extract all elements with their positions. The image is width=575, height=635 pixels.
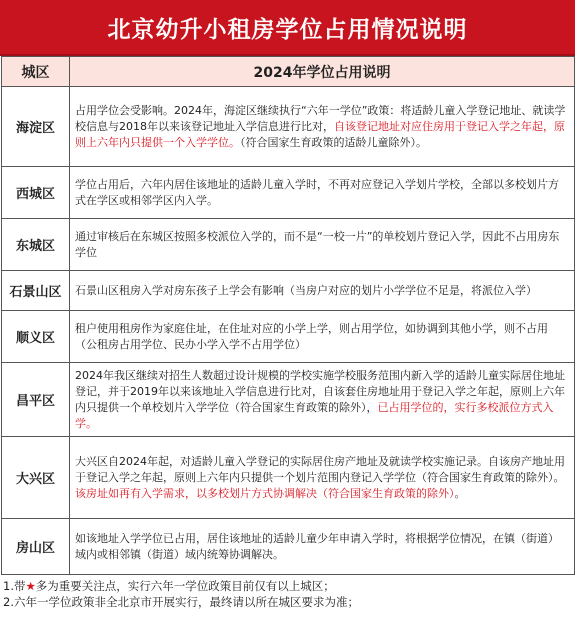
table-row	[2, 271, 575, 311]
description-segment: 占用学位会受影响。2024年，海淀区继续执行“六年一学位”政策：将适龄儿童入学登记地址、就读学校信息与2018年以来该登记地址入学信息进行比对，	[75, 103, 566, 133]
description-cell	[70, 219, 575, 271]
description-cell	[70, 519, 575, 575]
footnote-item	[3, 594, 572, 610]
footnote-text: 多为重要关注点，实行六年一学位政策目前仅有以上城区；	[35, 579, 335, 593]
footnotes	[0, 575, 575, 610]
description-segment: 2024年我区继续对招生人数超过设计规模的学校实施学校服务范围内新入学的适龄儿童实际居住地址登记，并于2019年以来该地址入学信息进行比对，自该套住房地址用于登记入学之年起，原则上六年内只提供一个单校划片入学学位（符合国家生育政策的除外），	[75, 368, 565, 414]
description-segment: 通过审核后在东城区按照多校派位入学的，而不是“一校一片”的单校划片登记入学，因此不占用房东学位	[75, 229, 560, 259]
description-segment: 学位占用后，六年内居住该地址的适龄儿童入学时，不再对应登记入学划片学校，全部以多校划片方式在学区或相邻学区内入学。	[75, 177, 559, 207]
district-cell: 海淀区	[2, 87, 70, 167]
description-segment-highlight: 自该登记地址对应住房用于登记入学之年起，原则上六年内只提供一个入学学位。	[75, 119, 565, 149]
policy-table	[1, 56, 575, 575]
table-row	[2, 167, 575, 219]
description-segment: 。	[454, 486, 466, 500]
description-cell	[70, 167, 575, 219]
document-title: 北京幼升小租房学位占用情况说明	[0, 0, 575, 56]
district-cell: 石景山区	[2, 271, 70, 311]
footnote-item	[3, 578, 572, 594]
description-segment-highlight: 该房址如再有入学需求，以多校划片方式协调解决（符合国家生育政策的除外）	[75, 486, 455, 500]
description-segment: 如该地址入学学位已占用，居住该地址的适龄儿童少年申请入学时，将根据学位情况，在镇（街道）域内或相邻镇（街道）域内统筹协调解决。	[75, 531, 559, 561]
star-icon: ★	[25, 579, 36, 593]
district-cell: 西城区	[2, 167, 70, 219]
table-header-row	[2, 57, 575, 87]
column-header-district: 城区	[2, 57, 70, 87]
district-cell: 房山区	[2, 519, 70, 575]
description-segment: （符合国家生育政策的适龄儿童除外）。	[240, 135, 427, 149]
district-cell: 顺义区	[2, 311, 70, 363]
description-cell	[70, 437, 575, 519]
district-cell: 大兴区	[2, 437, 70, 519]
footnote-prefix: 1.带	[3, 579, 26, 593]
table-row	[2, 87, 575, 167]
table-row	[2, 311, 575, 363]
description-cell	[70, 87, 575, 167]
description-cell	[70, 311, 575, 363]
table-row	[2, 437, 575, 519]
description-segment: 大兴区自2024年起，对适龄儿童入学登记的实际居住房产地址及就读学校实施记录。自该房产地址用于登记入学之年起，原则上六年内只提供一个划片范围内登记入学学位（符合国家生育政策的除外）。	[75, 454, 565, 484]
district-cell: 昌平区	[2, 363, 70, 437]
table-row	[2, 519, 575, 575]
column-header-description: 2024年学位占用说明	[70, 57, 575, 87]
description-segment-highlight: 已占用学位的，实行多校派位方式入学。	[75, 400, 554, 430]
table-row	[2, 363, 575, 437]
description-segment: 石景山区租房入学对房东孩子上学会有影响（当房户对应的划片小学学位不足是，将派位入学）	[75, 283, 537, 297]
table-row	[2, 219, 575, 271]
description-segment: 租户使用租房作为家庭住址，在住址对应的小学上学，则占用学位，如协调到其他小学，则不占用（公租房占用学位、民办小学入学不占用学位）	[75, 321, 548, 351]
description-cell	[70, 271, 575, 311]
description-cell	[70, 363, 575, 437]
district-cell: 东城区	[2, 219, 70, 271]
footnote-prefix: 2.六年一学位政策非全北京市开展实行，最终请以所在城区要求为准；	[3, 595, 359, 609]
